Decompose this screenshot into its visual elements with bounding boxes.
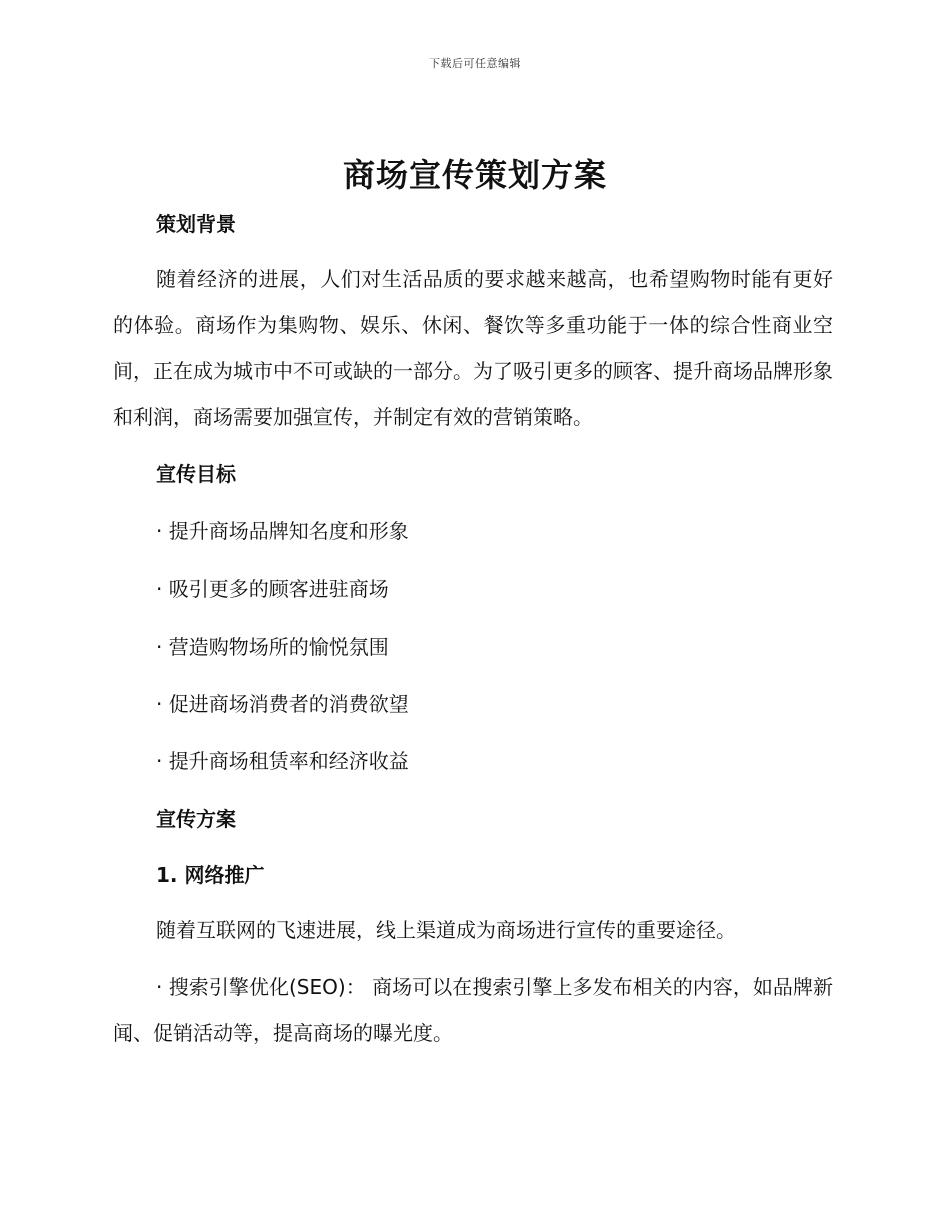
goal-item: · 营造购物场所的愉悦氛围	[156, 635, 389, 659]
subheading-online-promotion: 1. 网络推广	[156, 863, 265, 887]
goal-item: · 提升商场租赁率和经济收益	[156, 749, 409, 773]
seo-paragraph: · 搜索引擎优化(SEO)： 商场可以在搜索引擎上多发布相关的内容，如品牌新闻、促销活动等，提高商场的曝光度。	[113, 975, 833, 1045]
background-paragraph: 随着经济的进展，人们对生活品质的要求越来越高，也希望购物时能有更好的体验。商场作为集购物、娱乐、休闲、餐饮等多重功能于一体的综合性商业空间，正在成为城市中不可或缺的一部分。为了吸引更多的顾客、提升商场品牌形象和利润，商场需要加强宣传，并制定有效的营销策略。	[113, 267, 833, 429]
document-title: 商场宣传策划方案	[342, 156, 607, 194]
section-heading-plan: 宣传方案	[156, 807, 236, 831]
online-intro-paragraph: 随着互联网的飞速进展，线上渠道成为商场进行宣传的重要途径。	[156, 918, 736, 942]
goal-item: · 提升商场品牌知名度和形象	[156, 519, 409, 543]
section-heading-background: 策划背景	[156, 212, 236, 236]
section-heading-goals: 宣传目标	[156, 462, 236, 486]
goal-item: · 吸引更多的顾客进驻商场	[156, 577, 389, 601]
header-note: 下载后可任意编辑	[429, 57, 521, 70]
goal-item: · 促进商场消费者的消费欲望	[156, 692, 409, 716]
